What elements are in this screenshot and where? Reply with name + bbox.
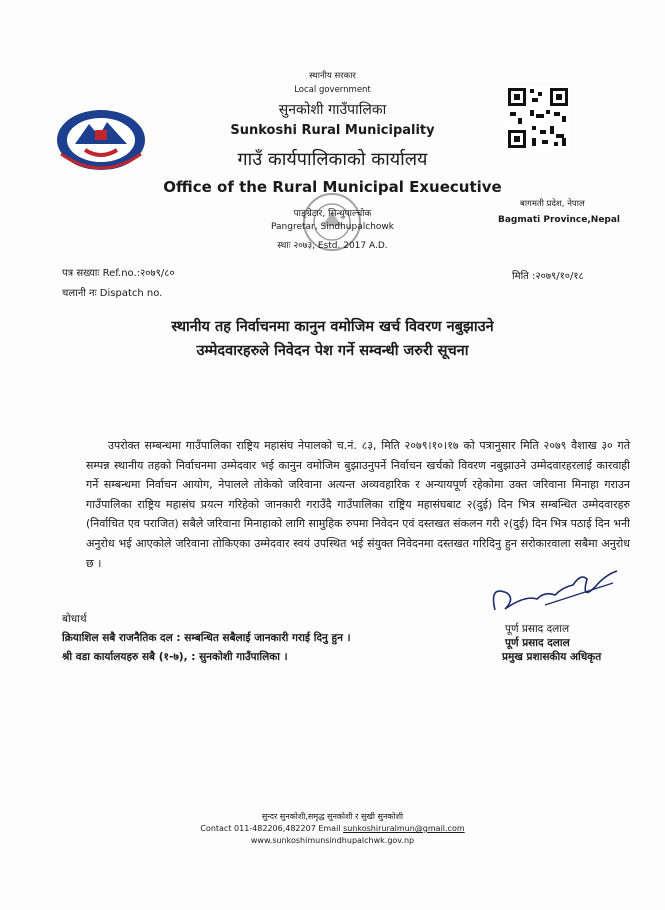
office-en: Office of the Rural Municipal Exuecutive xyxy=(163,178,502,196)
signer-name-1: पूर्ण प्रसाद दलाल xyxy=(505,623,570,635)
local-government-np: स्थानीय सरकार xyxy=(309,71,356,81)
address-np: पाङ्ग्रेटार, सिन्धुपाल्चोक xyxy=(293,209,372,219)
cc-label: बोधार्थ xyxy=(62,613,87,625)
date-label: मिति : xyxy=(512,271,536,282)
dispatch-number: चलानी नः Dispatch no. xyxy=(62,288,163,299)
signer-designation: प्रमुख प्रशासकीय अधिकृत xyxy=(502,651,602,663)
ref-number xyxy=(62,265,175,279)
subject-line-1: स्थानीय तह निर्वाचनमा कानुन वमोजिम खर्च विवरण नबुझाउने xyxy=(171,319,494,335)
office-np: गाउँ कार्यपालिकाको कार्यालय xyxy=(237,149,428,170)
cc-line-2: श्री वडा कार्यालयहरु सबै (१-७), : सुनकोशी गाउँपालिका । xyxy=(62,651,288,663)
ref-label: पत्र सख्याः Ref.no.: xyxy=(62,268,141,279)
footer-slogan: सुन्दर सुनकोशी,समृद्ध सुनकोशी र सुखी सुनकोशी xyxy=(261,812,404,821)
established: स्थाः २०७३, Estd. 2017 A.D. xyxy=(277,241,388,251)
province-np: बागमती प्रदेश, नेपाल xyxy=(520,199,585,209)
date-value: २०७९/१०/१८ xyxy=(535,271,584,282)
footer-website[interactable]: www.sunkoshimunsindhupalchwk.gov.np xyxy=(250,836,415,845)
footer-contact xyxy=(0,823,665,835)
letter-date xyxy=(512,268,584,282)
local-government-en: Local government xyxy=(294,85,371,95)
body-paragraph: उपरोक्त सम्बन्धमा गाउँपालिका राष्ट्रिय महासंघ नेपालको च.नं. ८३, मिति २०७९।१०।१७ को पत्रानुसार मिति २०७९ वैशाख ३० गते सम्पन्न स्थानीय तहको निर्वाचनमा उम्मेदवार भई कानुन वमोजिम बुझाउनुपर्ने निर्वाचन खर्चको विवरण नबुझाउने उम्मेदवारहरलाई कारवाही गर्ने सम्बन्धमा निर्वाचन आयोग, नेपालले तोकेको जरिवाना अत्यन्त अव्यवहारिक र अन्यायपूर्ण रहेकोमा उक्त जरिवाना मिनाहा गराउन गाउँपालिका राष्ट्रिय महासंघ प्रयत्न गरिहेको जानकारी गराउँदै गाउँपालिका राष्ट्रिय महासंघबाट २(दुई) दिन भित्र सम्बन्धित उम्मेदवारहरु (निर्वाचित एव पराजित) सबैले जरिवाना मिनाहाको लागि सामुहिक रुपमा निवेदन एवं दस्तखत संकलन गरी २(दुई) दिन भित्र पठाई दिन भनी अनुरोध भई आएकोले जरिवाना तोकिएका उम्मेदवार स्वयं उपस्थित भई संयुक्त निवेदनमा दस्तखत गरिदिनु हुन सरोकारवाला सबैमा अनुरोध छ । xyxy=(86,439,630,570)
ref-value: २०७९/८० xyxy=(140,268,175,279)
subject-line-2: उम्मेदवारहरुले निवेदन पेश गर्ने सम्वन्धी जरुरी सूचना xyxy=(196,343,469,359)
cc-line-1: क्रियाशिल सबै राजनैतिक दल : सम्बन्धित सबैलाई जानकारी गराई दिनु हुन । xyxy=(62,632,351,644)
footer-contact-prefix: Contact 011-482206,482207 Email xyxy=(200,824,341,833)
municipality-np: सुनकोशी गाउँपालिका xyxy=(278,102,387,118)
letter-body xyxy=(86,436,630,573)
signer-name-2: पूर्ण प्रसाद दलाल xyxy=(505,637,570,649)
address-en: Pangretar, Sindhupalchowk xyxy=(271,222,394,232)
footer-email[interactable]: sunkoshiruralmun@gmail.com xyxy=(343,824,465,833)
province-en: Bagmati Province,Nepal xyxy=(498,215,621,225)
signature-icon xyxy=(485,565,625,625)
municipality-en: Sunkoshi Rural Municipality xyxy=(230,123,435,138)
